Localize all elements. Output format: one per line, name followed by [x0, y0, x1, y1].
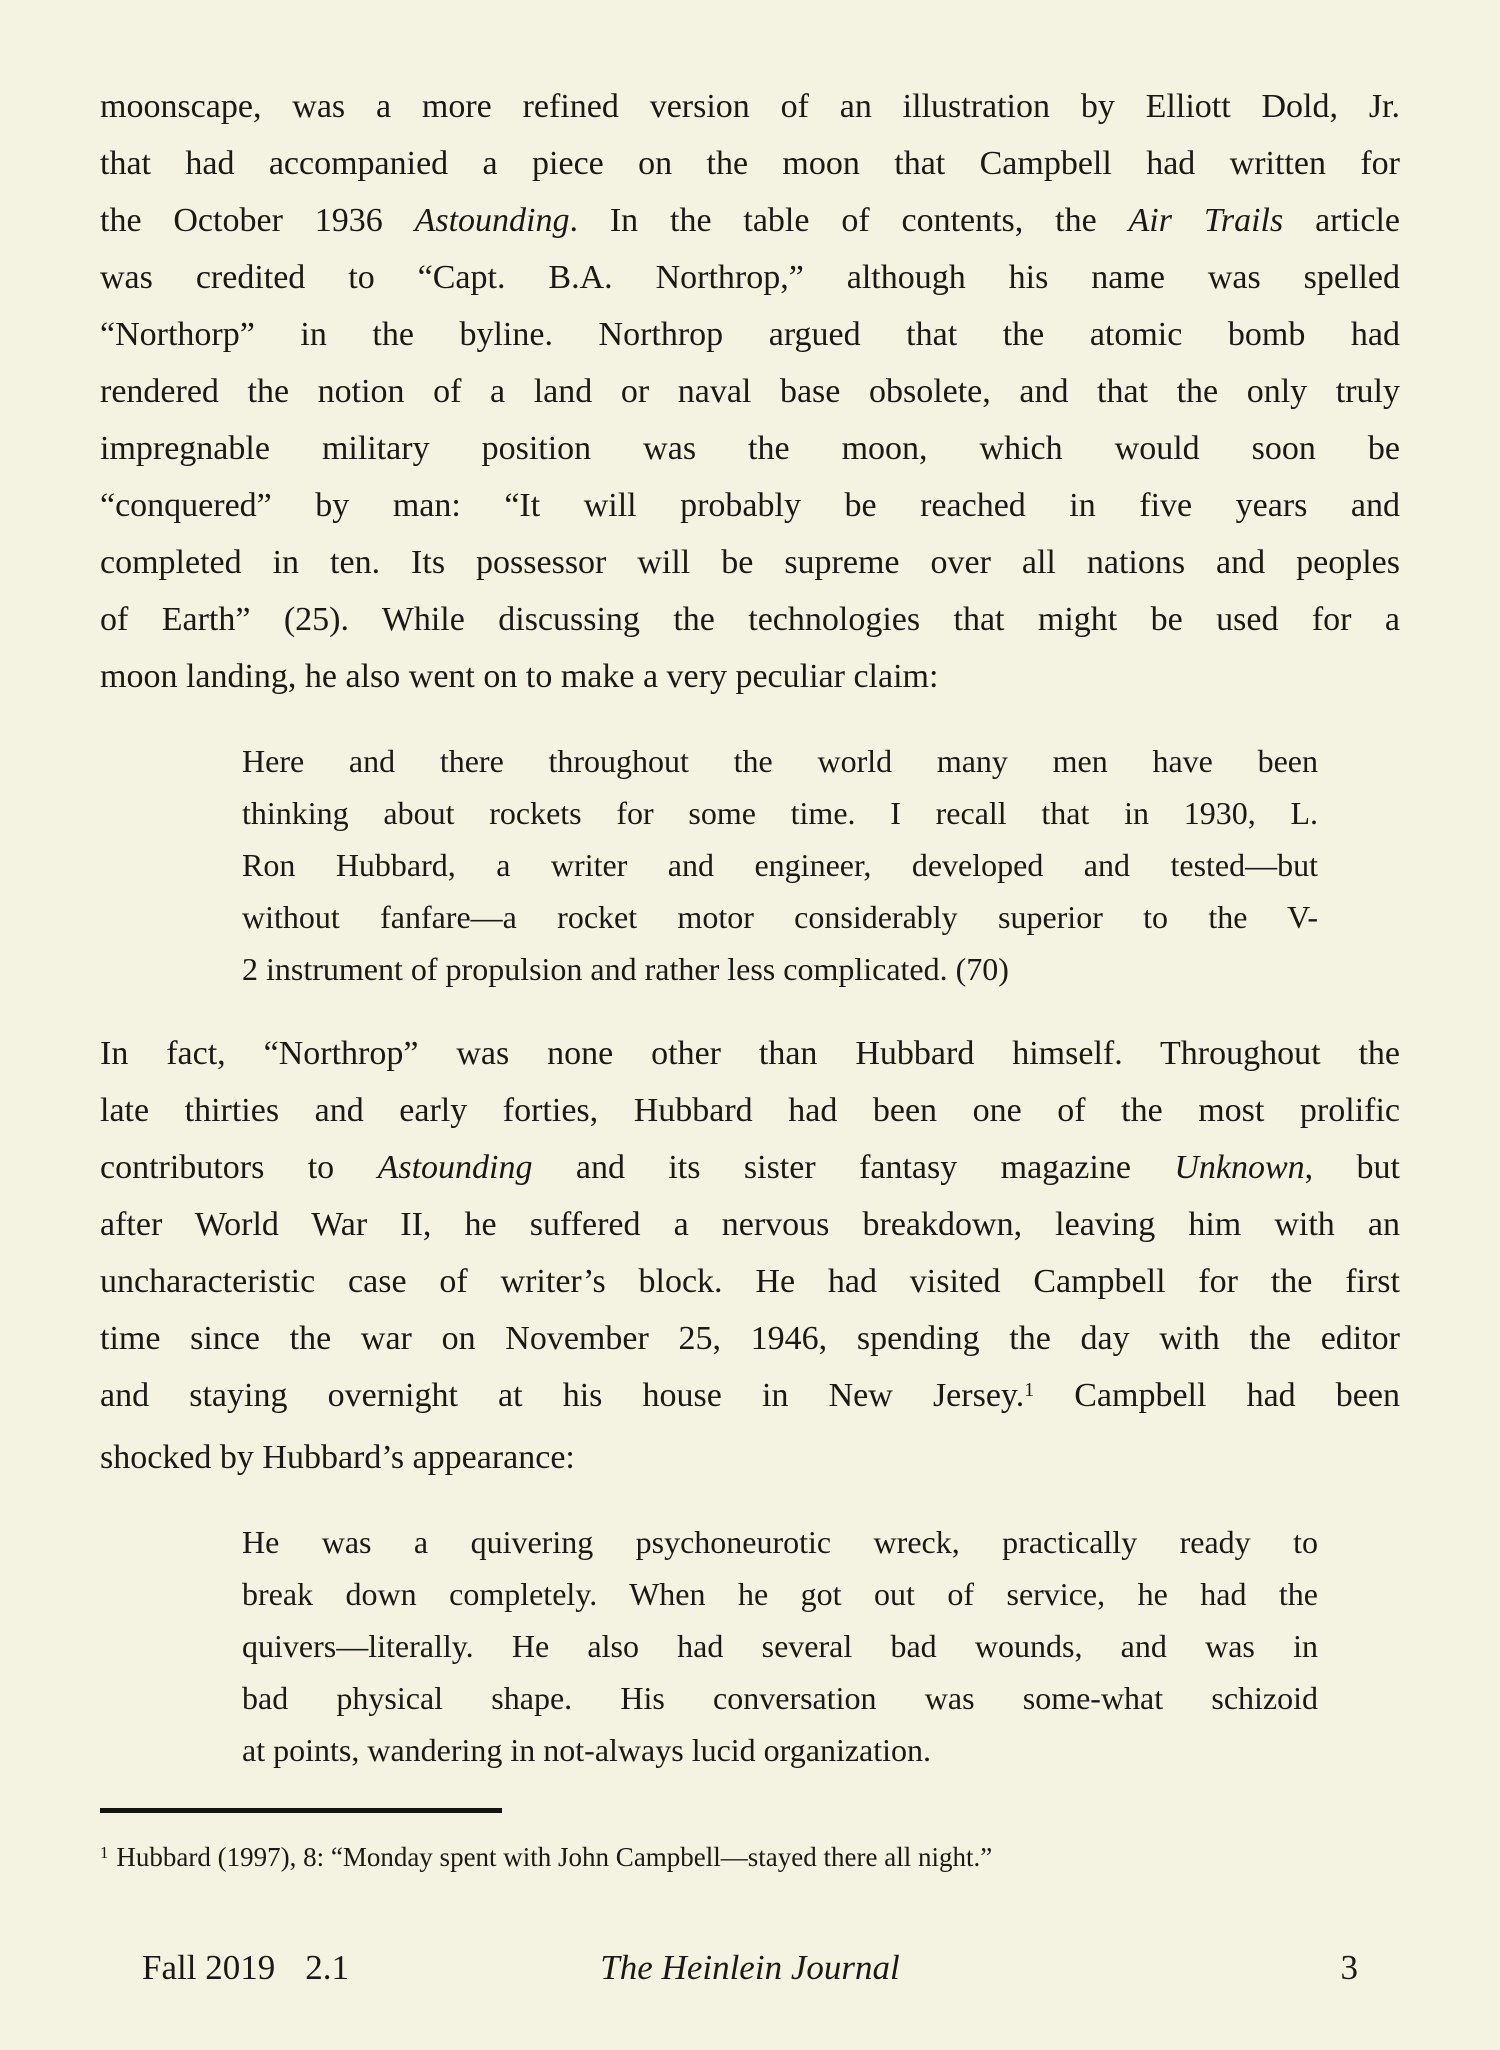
- page-footer: [142, 1946, 1358, 1990]
- footer-volume: 2.1: [305, 1948, 349, 1987]
- text-segment: Here and there throughout the world many men have been: [242, 743, 1318, 779]
- text-segment: shocked by Hubbard’s appearance:: [100, 1439, 575, 1476]
- footer-issue-volume: [142, 1946, 600, 1990]
- text-line: [242, 1672, 1318, 1724]
- text-line: [242, 891, 1318, 943]
- text-line: [242, 943, 1318, 995]
- text-segment: was credited to “Capt. B.A. Northrop,” although his name was spelled: [100, 259, 1400, 296]
- text-line: [100, 1082, 1400, 1139]
- text-segment: , but: [1304, 1149, 1400, 1186]
- text-line: [242, 1568, 1318, 1620]
- text-segment: article: [1283, 202, 1400, 239]
- text-line: [100, 477, 1400, 534]
- text-line: [100, 249, 1400, 306]
- text-segment: and staying overnight at his house in New Jersey.: [100, 1377, 1025, 1414]
- text-line: [100, 363, 1400, 420]
- text-segment: the October 1936: [100, 202, 415, 239]
- text-segment: without fanfare—a rocket motor considerably superior to the V-: [242, 899, 1318, 935]
- text-line: [242, 787, 1318, 839]
- text-segment: 2 instrument of propulsion and rather less complicated. (70): [242, 951, 1009, 987]
- text-line: [242, 839, 1318, 891]
- footer-page-number: 3: [1340, 1948, 1358, 1987]
- italic-text-segment: Astounding: [377, 1149, 533, 1186]
- text-line: [242, 1516, 1318, 1568]
- text-line: [242, 735, 1318, 787]
- text-line: [100, 534, 1400, 591]
- italic-text-segment: Air Trails: [1128, 202, 1284, 239]
- text-segment: impregnable military position was the moon, which would soon be: [100, 430, 1400, 467]
- footnote-text: Hubbard (1997), 8: “Monday spent with John Campbell—stayed there all night.”: [116, 1842, 993, 1872]
- text-line: [100, 1429, 1400, 1486]
- text-segment: He was a quivering psychoneurotic wreck, practically ready to: [242, 1524, 1318, 1560]
- text-segment: of Earth” (25). While discussing the technologies that might be used for a: [100, 601, 1400, 638]
- paragraph-northrop-article: [100, 78, 1400, 705]
- text-line: [100, 306, 1400, 363]
- text-line: [100, 1253, 1400, 1310]
- text-segment: completed in ten. Its possessor will be supreme over all nations and peoples: [100, 544, 1400, 581]
- text-segment: Ron Hubbard, a writer and engineer, developed and tested—but: [242, 847, 1318, 883]
- text-segment: moonscape, was a more refined version of an illustration by Elliott Dold, Jr.: [100, 88, 1400, 125]
- text-segment: quivers—literally. He also had several bad wounds, and was in: [242, 1628, 1318, 1664]
- text-segment: “conquered” by man: “It will probably be reached in five years and: [100, 487, 1400, 524]
- text-segment: . In the table of contents, the: [569, 202, 1129, 239]
- footer-journal-title: The Heinlein Journal: [600, 1948, 900, 1987]
- text-segment: contributors to: [100, 1149, 378, 1186]
- text-line: [100, 1367, 1400, 1429]
- article-body: [100, 78, 1400, 1806]
- text-segment: uncharacteristic case of writer’s block. He had visited Campbell for the first: [100, 1263, 1400, 1300]
- text-segment: Campbell had been: [1034, 1377, 1400, 1414]
- text-segment: bad physical shape. His conversation was some-what schizoid: [242, 1680, 1318, 1716]
- text-segment: break down completely. When he got out of service, he had the: [242, 1576, 1318, 1612]
- blockquote-hubbard-rocket-claim: [242, 735, 1318, 995]
- text-segment: thinking about rockets for some time. I recall that in 1930, L.: [242, 795, 1318, 831]
- text-segment: that had accompanied a piece on the moon that Campbell had written for: [100, 145, 1400, 182]
- footer-issue: Fall 2019: [142, 1948, 276, 1987]
- text-segment: “Northorp” in the byline. Northrop argued that the atomic bomb had: [100, 316, 1400, 353]
- text-line: [100, 591, 1400, 648]
- text-segment: rendered the notion of a land or naval base obsolete, and that the only truly: [100, 373, 1400, 410]
- blockquote-campbell-description: [242, 1516, 1318, 1776]
- text-segment: at points, wandering in not-always lucid organization.: [242, 1732, 932, 1768]
- text-segment: In fact, “Northrop” was none other than Hubbard himself. Throughout the: [100, 1035, 1400, 1072]
- text-line: [100, 1025, 1400, 1082]
- text-line: [242, 1620, 1318, 1672]
- text-segment: moon landing, he also went on to make a very peculiar claim:: [100, 658, 939, 695]
- text-segment: late thirties and early forties, Hubbard had been one of the most prolific: [100, 1092, 1400, 1129]
- text-line: [100, 78, 1400, 135]
- paragraph-hubbard-identity: [100, 1025, 1400, 1486]
- text-line: [100, 1310, 1400, 1367]
- text-line: [242, 1724, 1318, 1776]
- footnote-separator-rule: [100, 1808, 502, 1813]
- text-line: [100, 648, 1400, 705]
- text-line: [100, 420, 1400, 477]
- text-segment: and its sister fantasy magazine: [532, 1149, 1175, 1186]
- text-line: [100, 192, 1400, 249]
- text-line: [100, 1196, 1400, 1253]
- footnote-marker: 1: [100, 1843, 109, 1863]
- text-segment: time since the war on November 25, 1946, spending the day with the editor: [100, 1320, 1400, 1357]
- text-segment: after World War II, he suffered a nervous breakdown, leaving him with an: [100, 1206, 1400, 1243]
- text-line: [100, 135, 1400, 192]
- footnote-reference-marker: 1: [1024, 1379, 1035, 1402]
- italic-text-segment: Astounding: [414, 202, 570, 239]
- text-line: [100, 1139, 1400, 1196]
- italic-text-segment: Unknown: [1174, 1149, 1305, 1186]
- footnote-1: [100, 1840, 1250, 1878]
